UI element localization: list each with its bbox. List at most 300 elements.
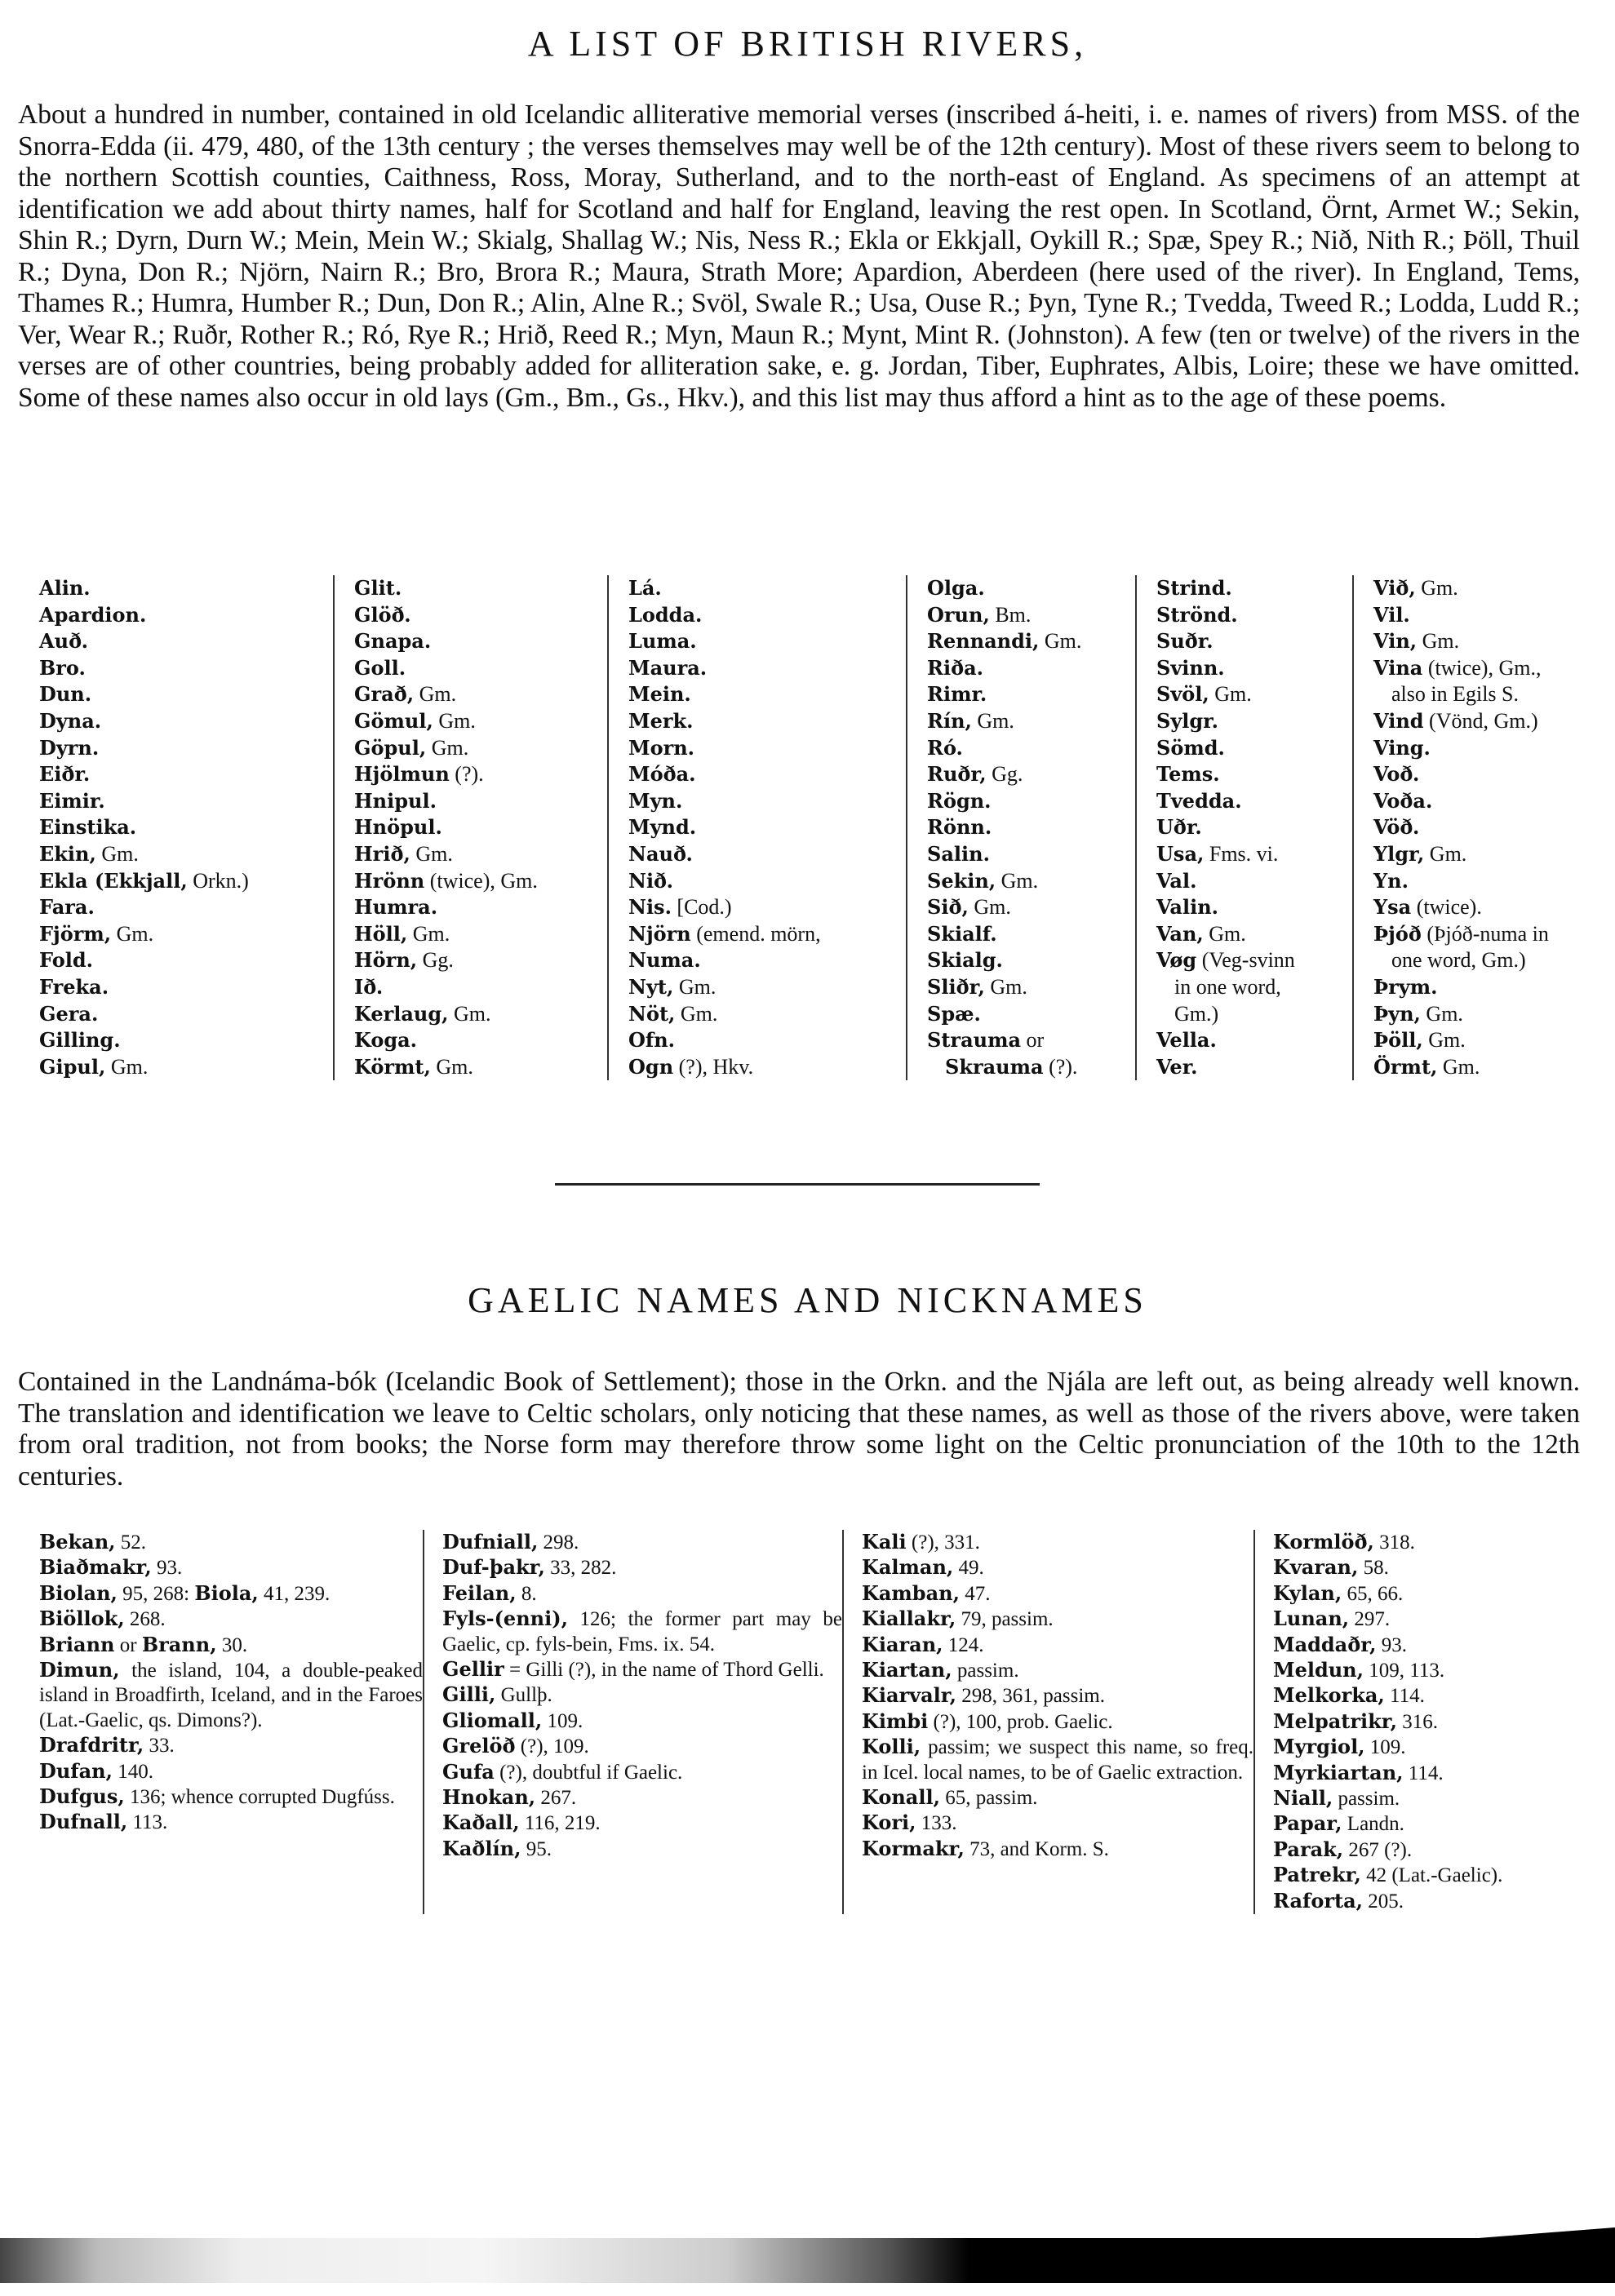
entry-name: Hrönn bbox=[354, 868, 425, 893]
entry-note: 205. bbox=[1363, 1890, 1404, 1913]
entry-note: 124. bbox=[943, 1633, 984, 1656]
entry-name: Þrym. bbox=[1373, 974, 1438, 999]
entry-name: Sylgr. bbox=[1156, 708, 1218, 733]
entry-note: Gm. bbox=[1209, 682, 1252, 707]
entry-name: Hnokan, bbox=[442, 1785, 536, 1810]
index-entry bbox=[927, 921, 1135, 948]
entry-name: Ysa bbox=[1373, 895, 1412, 920]
index-entry bbox=[628, 761, 906, 788]
index-entry bbox=[862, 1607, 1253, 1632]
entry-note: (Vönd, Gm.) bbox=[1423, 708, 1538, 733]
entry-name: Hörn, bbox=[354, 948, 418, 973]
entry-name: Tvedda. bbox=[1156, 788, 1242, 813]
entry-note: 133. bbox=[916, 1812, 957, 1835]
index-entry bbox=[39, 1658, 423, 1733]
entry-note: also in Egils S. bbox=[1391, 682, 1520, 707]
rivers-column-5 bbox=[1135, 575, 1352, 1080]
entry-note: 267. bbox=[535, 1787, 577, 1810]
entry-name: Lá. bbox=[628, 576, 662, 600]
entry-note: 33, 282. bbox=[544, 1557, 617, 1580]
entry-name: Eiðr. bbox=[39, 762, 91, 787]
index-entry bbox=[1156, 735, 1352, 762]
index-entry bbox=[1373, 841, 1610, 868]
entry-name: Körmt, bbox=[354, 1054, 431, 1079]
entry-name: Ið. bbox=[354, 974, 384, 999]
entry-name: Fold. bbox=[39, 948, 93, 973]
index-entry bbox=[442, 1530, 842, 1555]
entry-name: Móða. bbox=[628, 762, 696, 787]
index-entry bbox=[628, 708, 906, 735]
scan-edge-artifact bbox=[0, 2238, 1615, 2283]
entry-name: Lunan, bbox=[1273, 1607, 1350, 1631]
entry-name-alt: Biola, bbox=[194, 1580, 259, 1605]
entry-name: Tems. bbox=[1156, 762, 1220, 787]
index-entry bbox=[1373, 681, 1610, 708]
entry-note: 298. bbox=[538, 1531, 579, 1554]
entry-name: Biöllok, bbox=[39, 1607, 125, 1631]
entry-name: Biolan, bbox=[39, 1580, 118, 1605]
entry-note: Fms. vi. bbox=[1204, 841, 1279, 866]
entry-name: Konall, bbox=[862, 1785, 940, 1810]
index-entry bbox=[1156, 947, 1352, 974]
entry-name: Glöð. bbox=[354, 602, 411, 627]
entry-note: 109. bbox=[542, 1709, 583, 1732]
index-entry bbox=[39, 947, 333, 974]
entry-note: [Cod.) bbox=[671, 895, 732, 920]
entry-name: Grað, bbox=[354, 682, 415, 707]
entry-name: Fjörm, bbox=[39, 921, 112, 946]
index-entry bbox=[354, 1054, 607, 1081]
rivers-column-2 bbox=[333, 575, 607, 1080]
index-entry bbox=[1156, 1001, 1352, 1028]
index-entry bbox=[1373, 814, 1610, 841]
entry-note: Gg. bbox=[417, 948, 454, 973]
rivers-intro: About a hundred in number, contained in old Icelandic alliterative memorial verses (inscribed á-heiti, i. e. names of rivers) from MSS. of the Snorra-Edda (ii. 479, 480, of the 13th century ; the verses themselves may well be of the 12th century). Most of these rivers seem to belong to the northern Scottish counties, Caithness, Ross, Moray, Sutherland, and to the north-east of England. As specimens of an attempt at identification we add about thirty names, half for Scotland and half for England, leaving the rest open. In Scotland, Örnt, Armet W.; Sekin, Shin R.; Dyrn, Durn W.; Mein, Mein W.; Skialg, Shallag W.; Nis, Ness R.; Ekla or Ekkjall, Oykill R.; Spæ, Spey R.; Nið, Nith R.; Þöll, Thuil R.; Dyna, Don R.; Njörn, Nairn R.; Bro, Brora R.; Maura, Strath More; Apardion, Aberdeen (here used of the river). In England, Tems, Thames R.; Humra, Humber R.; Dun, Don R.; Alin, Alne R.; Svöl, Swale R.; Usa, Ouse R.; Þyn, Tyne R.; Tvedda, Tweed R.; Lodda, Ludd R.; Ver, Wear R.; Ruðr, Rother R.; Ró, Rye R.; Hrið, Reed R.; Myn, Maun R.; Mynt, Mint R. (Johnston). A few (ten or twelve) of the rivers in the verses are of other countries, being probably added for alliteration sake, e. g. Jordan, Tiber, Euphrates, Albis, Loire; these we have omitted. Some of these names also occur in old lays (Gm., Bm., Gs., Hkv.), and this list may thus afford a hint as to the age of these poems. bbox=[18, 100, 1580, 413]
entry-note: Bm. bbox=[989, 602, 1032, 627]
entry-note: 114. bbox=[1384, 1685, 1425, 1708]
entry-name: Kaðlín, bbox=[442, 1836, 521, 1860]
entry-name: Bekan, bbox=[39, 1530, 116, 1554]
entry-note: Gm. bbox=[1420, 1001, 1463, 1026]
entry-note: passim; we suspect this name, so freq. in Icel. local names, to be of Gaelic extraction. bbox=[862, 1736, 1253, 1784]
entry-note: 79, passim. bbox=[956, 1608, 1054, 1631]
entry-name: Sekin, bbox=[927, 868, 996, 893]
entry-name: Papar, bbox=[1273, 1811, 1342, 1836]
index-entry bbox=[628, 788, 906, 815]
index-entry bbox=[927, 602, 1135, 629]
entry-name: Kormlöð, bbox=[1273, 1530, 1374, 1554]
index-entry bbox=[354, 735, 607, 762]
entry-note: 316. bbox=[1397, 1710, 1439, 1733]
index-entry bbox=[862, 1555, 1253, 1580]
entry-note: 65, 66. bbox=[1342, 1582, 1404, 1605]
entry-name: Fyls-(enni), bbox=[442, 1607, 568, 1631]
entry-note: or bbox=[114, 1633, 142, 1656]
entry-note: Gm. bbox=[1417, 629, 1460, 654]
index-entry bbox=[628, 868, 906, 895]
entry-name: Bro. bbox=[39, 655, 86, 680]
index-entry bbox=[39, 655, 333, 682]
index-entry bbox=[1156, 894, 1352, 921]
entry-name: Vina bbox=[1373, 655, 1423, 680]
index-entry bbox=[39, 1581, 423, 1607]
index-entry bbox=[39, 628, 333, 655]
index-entry bbox=[1273, 1761, 1615, 1786]
entry-note: 297. bbox=[1349, 1608, 1391, 1631]
entry-name: Rennandi, bbox=[927, 629, 1040, 654]
entry-name: Val. bbox=[1156, 868, 1197, 893]
entry-name: Auð. bbox=[39, 629, 89, 654]
index-entry bbox=[927, 708, 1135, 735]
index-entry bbox=[354, 602, 607, 629]
entry-name: Riða. bbox=[927, 655, 983, 680]
entry-name: Sið, bbox=[927, 895, 969, 920]
entry-note: (?), doubtful if Gaelic. bbox=[494, 1761, 683, 1784]
index-entry bbox=[354, 814, 607, 841]
index-entry bbox=[1373, 1054, 1610, 1081]
index-entry bbox=[628, 1054, 906, 1081]
index-entry bbox=[628, 1027, 906, 1054]
section-divider bbox=[555, 1183, 1040, 1186]
entry-name: Svöl, bbox=[1156, 682, 1209, 707]
index-entry bbox=[354, 841, 607, 868]
entry-name: Meldun, bbox=[1273, 1658, 1364, 1682]
index-entry bbox=[1373, 735, 1610, 762]
entry-name: Skialf. bbox=[927, 921, 997, 946]
index-entry bbox=[1373, 788, 1610, 815]
entry-note: (?), 331. bbox=[906, 1531, 980, 1554]
entry-note: Gm. bbox=[984, 974, 1027, 999]
entry-name: Eimir. bbox=[39, 788, 105, 813]
index-entry bbox=[39, 575, 333, 602]
index-entry bbox=[862, 1633, 1253, 1658]
entry-note: Gm. bbox=[1039, 629, 1082, 654]
index-entry bbox=[39, 788, 333, 815]
index-entry bbox=[39, 1633, 423, 1658]
entry-note: 73, and Korm. S. bbox=[964, 1837, 1109, 1860]
index-entry bbox=[1156, 708, 1352, 735]
entry-name-alt: Brann, bbox=[141, 1632, 217, 1656]
entry-name: Gömul, bbox=[354, 708, 433, 733]
entry-note: Gm. bbox=[414, 682, 457, 707]
entry-name: Grelöð bbox=[442, 1734, 516, 1758]
entry-name: Strönd. bbox=[1156, 602, 1238, 627]
entry-note: (?). bbox=[1043, 1054, 1078, 1079]
entry-note: 42 (Lat.-Gaelic). bbox=[1360, 1864, 1503, 1887]
index-entry bbox=[927, 1027, 1135, 1054]
entry-note: in one word, bbox=[1174, 974, 1281, 999]
entry-note: passim. bbox=[1333, 1788, 1400, 1811]
rivers-title: A LIST OF BRITISH RIVERS, bbox=[527, 24, 1088, 64]
entry-name: Salin. bbox=[927, 841, 990, 866]
entry-note: one word, Gm.) bbox=[1391, 948, 1526, 973]
index-entry bbox=[927, 681, 1135, 708]
index-entry bbox=[1373, 974, 1610, 1001]
gaelic-column-2 bbox=[423, 1530, 842, 1914]
entry-name: Fara. bbox=[39, 895, 95, 920]
entry-note: Gm.) bbox=[1174, 1001, 1219, 1026]
entry-note: 113. bbox=[127, 1811, 168, 1834]
index-entry bbox=[39, 1784, 423, 1810]
index-entry bbox=[354, 1001, 607, 1028]
index-entry bbox=[354, 947, 607, 974]
entry-name: Ving. bbox=[1373, 735, 1431, 760]
index-entry bbox=[862, 1837, 1253, 1862]
index-entry bbox=[442, 1607, 842, 1657]
entry-note: Gm. bbox=[430, 1054, 473, 1079]
entry-name: Strauma bbox=[927, 1028, 1022, 1053]
index-entry bbox=[1273, 1683, 1615, 1709]
index-entry bbox=[1156, 1054, 1352, 1081]
index-entry bbox=[39, 735, 333, 762]
entry-name: Dimun, bbox=[39, 1658, 120, 1682]
index-entry bbox=[1273, 1581, 1615, 1607]
entry-note: 95, 268: bbox=[117, 1582, 195, 1605]
index-entry bbox=[1156, 788, 1352, 815]
entry-name: Nyt, bbox=[628, 974, 674, 999]
entry-name: Ekla (Ekkjall, bbox=[39, 868, 188, 893]
entry-note: Gm. bbox=[673, 974, 717, 999]
entry-name: Suðr. bbox=[1156, 629, 1213, 654]
index-entry bbox=[1373, 655, 1610, 682]
entry-name: Gellir bbox=[442, 1657, 504, 1682]
entry-note: 109, 113. bbox=[1364, 1660, 1445, 1682]
entry-note: Gm. bbox=[111, 921, 154, 946]
entry-name: Drafdritr, bbox=[39, 1733, 144, 1757]
entry-name: Myn. bbox=[628, 788, 683, 813]
index-entry bbox=[442, 1682, 842, 1708]
index-entry bbox=[862, 1811, 1253, 1836]
entry-name: Kimbi bbox=[862, 1709, 929, 1733]
index-entry bbox=[1373, 868, 1610, 895]
entry-name: Ruðr, bbox=[927, 762, 987, 787]
entry-name: Kali bbox=[862, 1530, 907, 1554]
index-entry bbox=[354, 628, 607, 655]
index-entry bbox=[39, 1054, 333, 1081]
index-entry bbox=[39, 602, 333, 629]
index-entry bbox=[927, 947, 1135, 974]
entry-name: Morn. bbox=[628, 735, 695, 760]
entry-note: Gm. bbox=[675, 1001, 718, 1026]
index-entry bbox=[39, 1759, 423, 1784]
rivers-index bbox=[39, 575, 1610, 1080]
index-entry bbox=[354, 894, 607, 921]
entry-name: Gufa bbox=[442, 1759, 495, 1784]
index-entry bbox=[1156, 921, 1352, 948]
index-entry bbox=[927, 868, 1135, 895]
index-entry bbox=[39, 841, 333, 868]
entry-note: Orkn.) bbox=[187, 868, 249, 893]
entry-name: Hrið, bbox=[354, 841, 410, 866]
entry-name: Apardion. bbox=[39, 602, 147, 627]
entry-name: Myrkiartan, bbox=[1273, 1760, 1404, 1784]
entry-note: Gm. bbox=[1424, 841, 1467, 866]
entry-note: Gm. bbox=[1437, 1054, 1480, 1079]
entry-name: Nið. bbox=[628, 868, 673, 893]
index-entry bbox=[39, 894, 333, 921]
index-entry bbox=[1156, 655, 1352, 682]
gaelic-title: GAELIC NAMES AND NICKNAMES bbox=[468, 1280, 1147, 1320]
entry-name: Höll, bbox=[354, 921, 408, 946]
entry-name: Þöll, bbox=[1373, 1028, 1423, 1053]
entry-name: Nis. bbox=[628, 895, 672, 920]
entry-name: Spæ. bbox=[927, 1001, 981, 1026]
entry-note: 33. bbox=[144, 1735, 175, 1757]
entry-name: Sömd. bbox=[1156, 735, 1225, 760]
entry-name: Dufniall, bbox=[442, 1530, 539, 1554]
entry-name: Göpul, bbox=[354, 735, 427, 760]
index-entry bbox=[1373, 708, 1610, 735]
entry-note: (Þjóð-numa in bbox=[1421, 921, 1549, 946]
rivers-column-4 bbox=[906, 575, 1135, 1080]
gaelic-column-3 bbox=[842, 1530, 1253, 1914]
index-entry bbox=[1273, 1530, 1615, 1555]
gaelic-intro: Contained in the Landnáma-bók (Icelandic Book of Settlement); those in the Orkn. and the Njála are left out, as being already well known. The translation and identification we leave to Celtic scholars, only noticing that these names, as well as those of the rivers above, were taken from oral tradition, not from books; the Norse form may therefore throw some light on the Celtic pronunciation of the 10th to the 12th centuries. bbox=[18, 1367, 1580, 1492]
entry-name: Rín, bbox=[927, 708, 972, 733]
entry-name: Maddaðr, bbox=[1273, 1632, 1377, 1656]
entry-note: Gm. bbox=[971, 708, 1014, 733]
index-entry bbox=[354, 974, 607, 1001]
entry-note: (?), 100, prob. Gaelic. bbox=[928, 1710, 1113, 1733]
gaelic-column-4 bbox=[1253, 1530, 1615, 1914]
entry-note: (emend. mörn, bbox=[690, 921, 821, 946]
entry-name: Dun. bbox=[39, 682, 92, 707]
entry-name: Lodda. bbox=[628, 602, 703, 627]
entry-name: Rögn. bbox=[927, 788, 992, 813]
index-entry bbox=[628, 1001, 906, 1028]
index-entry bbox=[1156, 814, 1352, 841]
entry-name: Vind bbox=[1373, 708, 1424, 733]
entry-name: Ogn bbox=[628, 1054, 674, 1079]
entry-name: Vin, bbox=[1373, 629, 1418, 654]
entry-note: Gullþ. bbox=[495, 1684, 552, 1707]
entry-note: 136; whence corrupted Dugfúss. bbox=[124, 1786, 395, 1809]
entry-note: Gm. bbox=[996, 868, 1039, 893]
index-entry bbox=[927, 575, 1135, 602]
index-entry bbox=[927, 628, 1135, 655]
index-entry bbox=[1373, 602, 1610, 629]
entry-note: (?), 109. bbox=[515, 1735, 589, 1758]
index-entry bbox=[39, 1555, 423, 1580]
entry-note: Gm. bbox=[433, 708, 476, 733]
index-entry bbox=[628, 894, 906, 921]
index-entry bbox=[1156, 602, 1352, 629]
entry-note-alt: 41, 239. bbox=[258, 1582, 331, 1605]
index-entry bbox=[862, 1709, 1253, 1735]
index-entry bbox=[927, 814, 1135, 841]
entry-note: Landn. bbox=[1342, 1813, 1404, 1836]
entry-note: (twice), Gm. bbox=[424, 868, 538, 893]
index-entry bbox=[354, 761, 607, 788]
gaelic-column-1 bbox=[39, 1530, 423, 1914]
index-entry bbox=[927, 655, 1135, 682]
entry-note: 47. bbox=[959, 1582, 991, 1605]
index-entry bbox=[442, 1657, 842, 1682]
entry-note: (twice), Gm., bbox=[1422, 655, 1542, 680]
entry-note: 58. bbox=[1358, 1557, 1389, 1580]
entry-note: Gg. bbox=[986, 762, 1023, 787]
entry-note: Gm. bbox=[1203, 921, 1246, 946]
entry-name: Nöt, bbox=[628, 1001, 676, 1026]
entry-name: Numa. bbox=[628, 948, 701, 973]
entry-name: Kiartan, bbox=[862, 1658, 952, 1682]
entry-note: (twice). bbox=[1411, 895, 1482, 920]
entry-name: Briann bbox=[39, 1632, 115, 1656]
index-entry bbox=[1273, 1837, 1615, 1863]
entry-name: Glit. bbox=[354, 576, 402, 600]
entry-note: 8. bbox=[516, 1582, 537, 1605]
index-entry bbox=[354, 655, 607, 682]
index-entry bbox=[1373, 894, 1610, 921]
entry-name: Olga. bbox=[927, 576, 985, 600]
index-entry bbox=[628, 575, 906, 602]
entry-name: Ofn. bbox=[628, 1028, 676, 1053]
entry-name: Sliðr, bbox=[927, 974, 985, 999]
entry-name: Ver. bbox=[1156, 1054, 1198, 1079]
entry-name: Rönn. bbox=[927, 815, 992, 840]
entry-note: 267 (?). bbox=[1343, 1838, 1413, 1861]
index-entry bbox=[1373, 921, 1610, 948]
index-entry bbox=[39, 1027, 333, 1054]
index-entry bbox=[862, 1735, 1253, 1785]
index-entry bbox=[354, 788, 607, 815]
entry-note: 93. bbox=[151, 1557, 183, 1580]
index-entry bbox=[1156, 628, 1352, 655]
entry-name: Kerlaug, bbox=[354, 1001, 449, 1026]
index-entry bbox=[442, 1734, 842, 1759]
entry-name: Freka. bbox=[39, 974, 109, 999]
entry-name: Gilli, bbox=[442, 1682, 496, 1707]
entry-name: Maura. bbox=[628, 655, 708, 680]
index-entry bbox=[927, 735, 1135, 762]
entry-name: Kiaran, bbox=[862, 1632, 943, 1656]
entry-name: Gera. bbox=[39, 1001, 99, 1026]
index-entry bbox=[442, 1709, 842, 1734]
index-entry bbox=[927, 1054, 1135, 1081]
entry-note: 268. bbox=[124, 1608, 166, 1631]
entry-name: Melpatrikr, bbox=[1273, 1709, 1398, 1733]
entry-name: Svinn. bbox=[1156, 655, 1225, 680]
index-entry bbox=[39, 1607, 423, 1632]
index-entry bbox=[1156, 1027, 1352, 1054]
index-entry bbox=[39, 1530, 423, 1555]
entry-name: Alin. bbox=[39, 576, 91, 600]
entry-name: Kiallakr, bbox=[862, 1607, 956, 1631]
entry-note: (?), Hkv. bbox=[673, 1054, 754, 1079]
entry-note: 114. bbox=[1403, 1762, 1444, 1784]
index-entry bbox=[1156, 841, 1352, 868]
index-entry bbox=[1273, 1658, 1615, 1683]
index-entry bbox=[1373, 761, 1610, 788]
entry-name: Gnapa. bbox=[354, 629, 432, 654]
entry-name: Hnöpul. bbox=[354, 815, 442, 840]
entry-name: Þjóð bbox=[1373, 921, 1422, 946]
entry-name: Örmt, bbox=[1373, 1054, 1438, 1079]
entry-name: Parak, bbox=[1273, 1837, 1344, 1861]
entry-name: Kaðall, bbox=[442, 1811, 520, 1835]
index-entry bbox=[862, 1530, 1253, 1555]
entry-note: Gm. bbox=[95, 841, 139, 866]
index-entry bbox=[39, 868, 333, 895]
entry-note: 140. bbox=[112, 1760, 153, 1783]
index-entry bbox=[1273, 1555, 1615, 1580]
entry-name: Van, bbox=[1156, 921, 1204, 946]
index-entry bbox=[39, 921, 333, 948]
entry-name: Kormakr, bbox=[862, 1836, 965, 1860]
entry-note: Gm. bbox=[1415, 576, 1458, 600]
rivers-column-6 bbox=[1352, 575, 1610, 1080]
entry-name: Vöð. bbox=[1373, 815, 1420, 840]
